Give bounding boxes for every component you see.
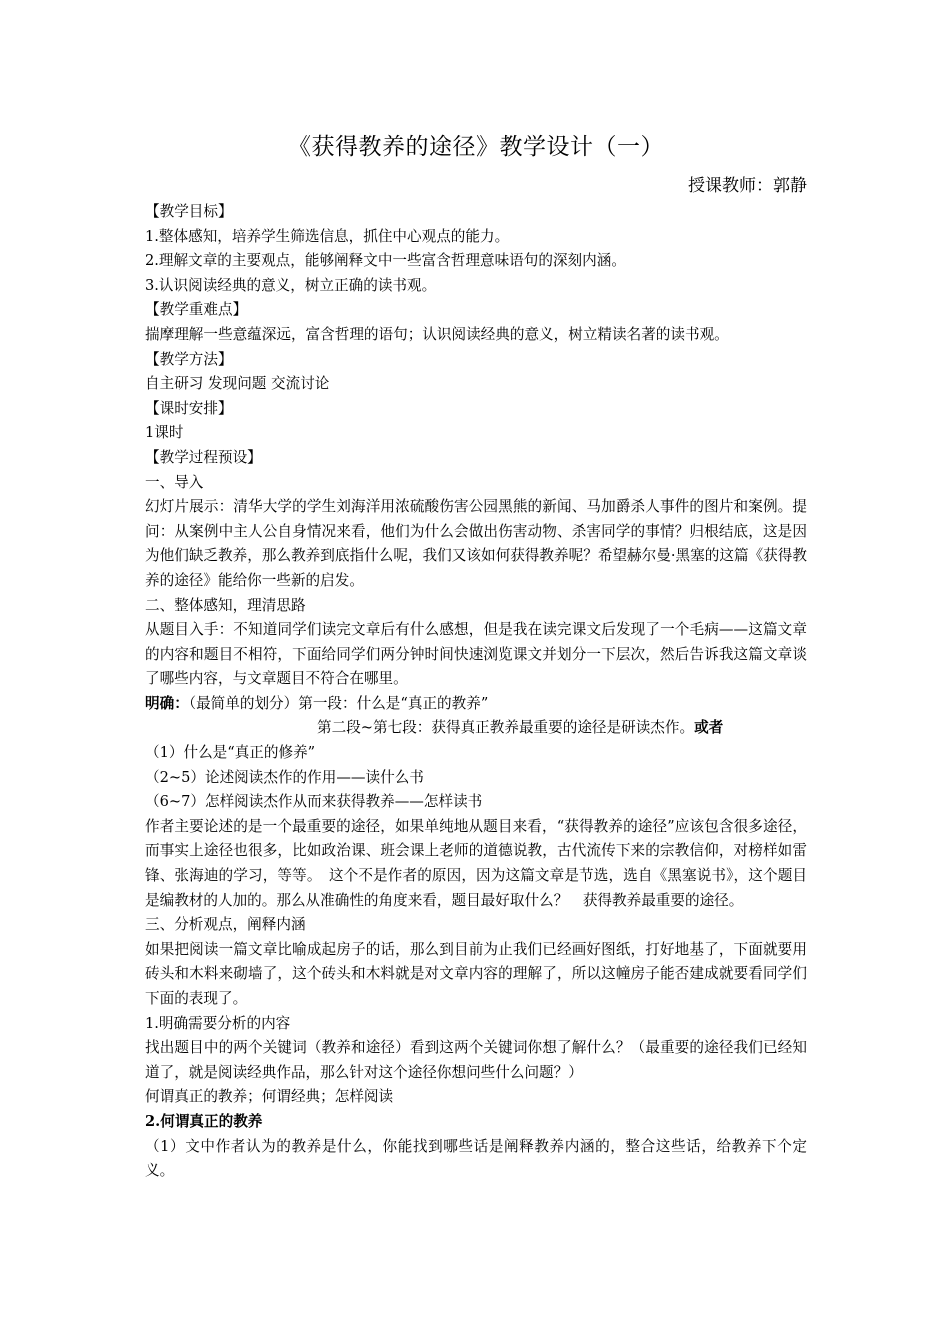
heading-schedule: 【课时安排】 (145, 399, 233, 417)
section-2-text: 从题目入手：不知道同学们读完文章后有什么感想，但是我在读完课文后发现了一个毛病——这篇文章的内容和题目不相符，下面给同学们两分钟时间快速浏览课文并划分一下层次，然后告诉我这篇文章谈了哪些内容，与文章题目不符合在哪里。 (145, 621, 807, 688)
subsection-3-2-text: （1）文中作者认为的教养是什么，你能找到哪些话是阐释教养内涵的，整合这些话，给教养下个定义。 (145, 1137, 807, 1180)
part-2-line (145, 716, 807, 741)
clarify-label: 明确： (145, 694, 189, 712)
subsection-3-1-list: 何谓真正的教养；何谓经典；怎样阅读 (145, 1088, 394, 1106)
or-label: 或者 (694, 719, 724, 737)
clarify-text: （最简单的划分）第一段：什么是“真正的教养” (188, 694, 489, 712)
document-page (145, 128, 807, 1184)
section-1-title: 一、导入 (145, 473, 204, 491)
section-2-title: 二、整体感知，理清思路 (145, 596, 306, 614)
subsection-3-2-title: 2.何谓真正的教养 (145, 1112, 263, 1130)
goal-1: 1.整体感知，培养学生筛选信息，抓住中心观点的能力。 (145, 227, 510, 245)
clarify-line (145, 692, 807, 717)
section-3-text: 如果把阅读一篇文章比喻成起房子的话，那么到目前为止我们已经画好图纸，打好地基了，下面就要用砖头和木料来砌墙了，这个砖头和木料就是对文章内容的理解了，所以这幢房子能否建成就要看同学们下面的表现了。 (145, 940, 807, 1007)
section-1-text: 幻灯片展示：清华大学的学生刘海洋用浓硫酸伤害公园黑熊的新闻、马加爵杀人事件的图片和案例。提问：从案例中主人公自身情况来看，他们为什么会做出伤害动物、杀害同学的事情？归根结底，这是因为他们缺乏教养，那么教养到底指什么呢，我们又该如何获得教养呢？希望赫尔曼·黑塞的这篇《获得教养的途径》能给你一些新的启发。 (145, 498, 807, 589)
goal-2: 2.理解文章的主要观点，能够阐释文中一些富含哲理意味语句的深刻内涵。 (145, 252, 626, 270)
heading-key-points: 【教学重难点】 (145, 301, 248, 319)
methods-text: 自主研习 发现问题 交流讨论 (145, 375, 330, 393)
teacher-name: 授课教师：郭静 (688, 176, 807, 196)
subsection-3-1-title: 1.明确需要分析的内容 (145, 1014, 291, 1032)
key-points-text: 揣摩理解一些意蕴深远，富含哲理的语句；认识阅读经典的意义，树立精读名著的读书观。 (145, 325, 729, 343)
heading-goals: 【教学目标】 (145, 203, 233, 220)
part-2-text: 第二段~第七段：获得真正教养最重要的途径是研读杰作。 (317, 719, 695, 737)
document-title: 《获得教养的途径》教学设计（一） (288, 134, 664, 160)
outline-item-3: （6~7）怎样阅读杰作从而来获得教养——怎样读书 (145, 793, 483, 811)
section-3-title: 三、分析观点，阐释内涵 (145, 916, 306, 934)
subsection-3-1-text: 找出题目中的两个关键词（教养和途径）看到这两个关键词你想了解什么？（最重要的途径我们已经知道了，就是阅读经典作品，那么针对这个途径你想问些什么问题？） (145, 1039, 807, 1081)
heading-process: 【教学过程预设】 (145, 448, 262, 466)
outline-item-2: （2~5）论述阅读杰作的作用——读什么书 (145, 768, 424, 786)
goal-3: 3.认识阅读经典的意义，树立正确的读书观。 (145, 276, 437, 294)
schedule-text: 1课时 (145, 424, 184, 442)
section-2-text-2: 作者主要论述的是一个最重要的途径，如果单纯地从题目来看，“获得教养的途径”应该包含很多途径，而事实上途径也很多，比如政治课、班会课上老师的道德说教，古代流传下来的宗教信仰，对榜样如雷锋、张海迪的学习，等等。 这个不是作者的原因，因为这篇文章是节选，选自《黑塞说书》，这个题目是编教材的人加的。那么从准确性的角度来看，题目最好取什么？ 获得教养最重要的途径。 (145, 817, 807, 909)
heading-methods: 【教学方法】 (145, 350, 233, 368)
outline-item-1: （1）什么是“真正的修养” (145, 744, 316, 762)
